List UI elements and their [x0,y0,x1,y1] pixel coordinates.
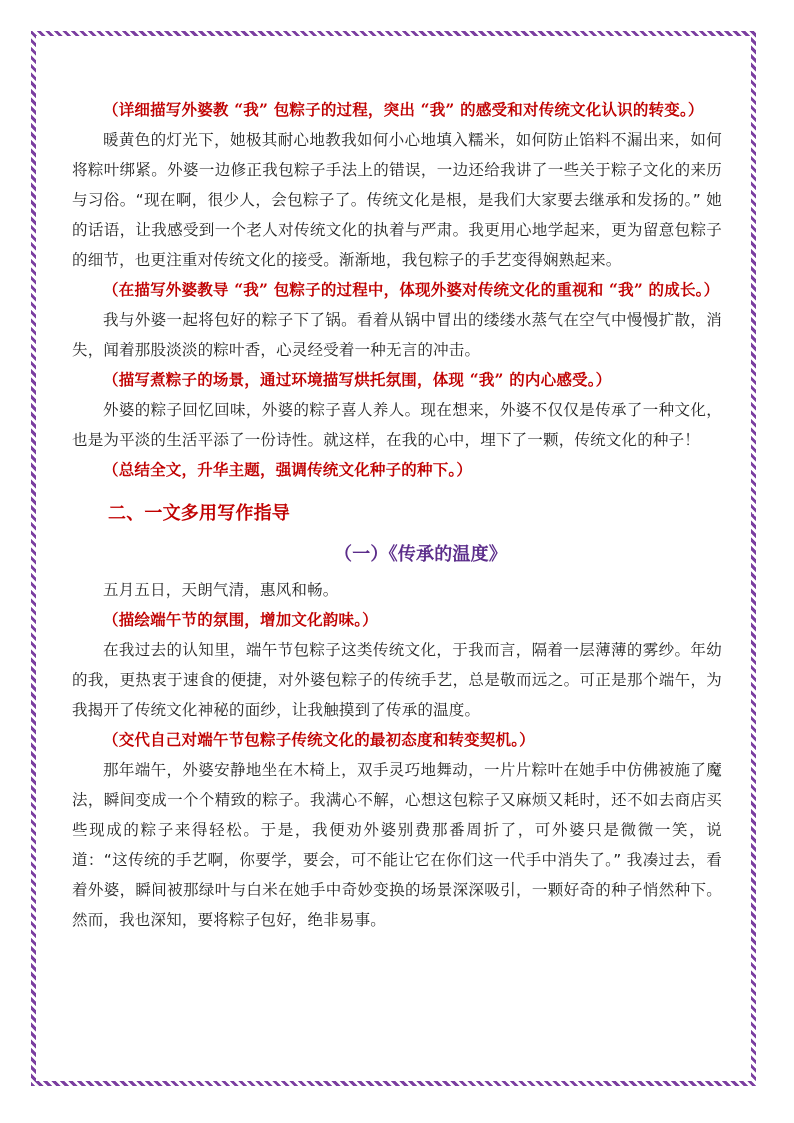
paragraph-3: 外婆的粽子回忆回味，外婆的粽子喜人养人。现在想来，外婆不仅仅是传承了一种文化，也是为平淡的生活平添了一份诗性。就这样，在我的心中，埋下了一颗，传统文化的种子！ [72,401,722,449]
essay-title: （一）《传承的温度》 [334,544,507,565]
paragraph-5: 在我过去的认知里，端午节包粽子这类传统文化，于我而言，隔着一层薄薄的雾纱。年幼的我，更热衷于速食的便捷，对外婆包粽子的传统手艺，总是敬而远之。可正是那个端午，为我揭开了传统文化神秘的面纱，让我触摸到了传承的温度。 [72,641,722,719]
annotation-4: （总结全文，升华主题，强调传统文化种子的种下。） [103,460,473,479]
annotation-2: （在描写外婆教导 “我” 包粽子的过程中，体现外婆对传统文化的重视和 “我” 的成长。） [103,280,720,299]
paragraph-1: 暖黄色的灯光下，她极其耐心地教我如何小心地填入糯米，如何防止馅料不漏出来，如何将粽叶绑紧。外婆一边修正我包粽子手法上的错误，一边还给我讲了一些关于粽子文化的来历与习俗。“现在啊，很少人，会包粽子了。传统文化是根，是我们大家要去继承和发扬的。” 她的话语，让我感受到一个老人对传统文化的执着与严肃。我更用心地学起来，更为留意包粽子的细节，也更注重对传统文化的接受。渐渐地，我包粽子的手艺变得娴熟起来。 [72,131,722,269]
annotation-6: （交代自己对端午节包粽子传统文化的最初态度和转变契机。） [103,730,535,749]
paragraph-2: 我与外婆一起将包好的粽子下了锅。看着从锅中冒出的缕缕水蒸气在空气中慢慢扩散，消失，闻着那股淡淡的粽叶香，心灵经受着一种无言的冲击。 [72,311,722,359]
paragraph-4: 五月五日，天朗气清，惠风和畅。 [103,581,339,599]
annotation-3: （描写煮粽子的场景，通过环境描写烘托氛围，体现 “我” 的内心感受。） [103,370,612,389]
paragraph-6: 那年端午，外婆安静地坐在木椅上，双手灵巧地舞动，一片片粽叶在她手中仿佛被施了魔法，瞬间变成一个个精致的粽子。我满心不解，心想这包粽子又麻烦又耗时，还不如去商店买些现成的粽子来得轻松。于是，我便劝外婆别费那番周折了，可外婆只是微微一笑，说道：“这传统的手艺啊，你要学，要会，可不能让它在你们这一代手中消失了。” 我凑过去，看着外婆，瞬间被那绿叶与白米在她手中奇妙变换的场景深深吸引，一颗好奇的种子悄然种下。然而，我也深知，要将粽子包好，绝非易事。 [72,761,722,929]
document-body [72,95,722,935]
annotation-5: （描绘端午节的氛围，增加文化韵味。） [103,610,378,629]
annotation-1: （详细描写外婆教 “我” 包粽子的过程，突出 “我” 的感受和对传统文化认识的转变。） [103,100,704,119]
section-heading: 二、一文多用写作指导 [108,503,290,524]
